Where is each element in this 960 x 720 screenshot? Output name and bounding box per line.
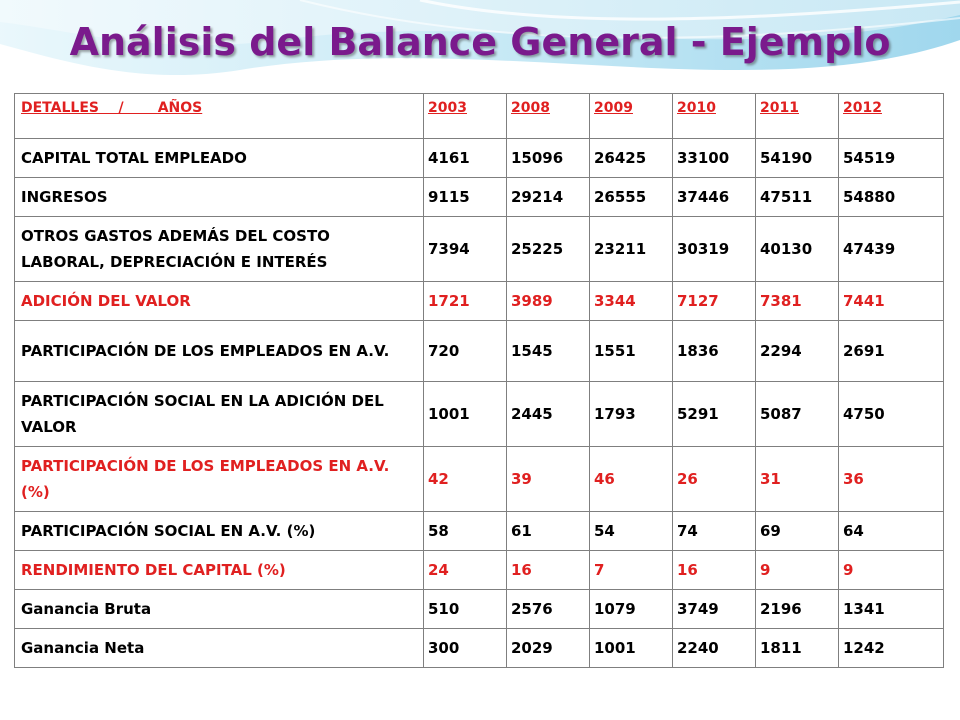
row-value: 30319 bbox=[673, 217, 756, 282]
table-row bbox=[15, 590, 944, 629]
row-value: 69 bbox=[756, 512, 839, 551]
row-value: 40130 bbox=[756, 217, 839, 282]
row-value: 3749 bbox=[673, 590, 756, 629]
row-value: 61 bbox=[507, 512, 590, 551]
table-row bbox=[15, 382, 944, 447]
row-value: 29214 bbox=[507, 178, 590, 217]
row-label: PARTICIPACIÓN DE LOS EMPLEADOS EN A.V. bbox=[15, 321, 424, 382]
row-value: 1811 bbox=[756, 629, 839, 668]
row-value: 7 bbox=[590, 551, 673, 590]
row-label: Ganancia Bruta bbox=[15, 590, 424, 629]
table-header-row bbox=[15, 94, 944, 139]
row-value: 3989 bbox=[507, 282, 590, 321]
row-value: 54190 bbox=[756, 139, 839, 178]
row-value: 7381 bbox=[756, 282, 839, 321]
row-value: 26555 bbox=[590, 178, 673, 217]
row-value: 2445 bbox=[507, 382, 590, 447]
row-label: PARTICIPACIÓN DE LOS EMPLEADOS EN A.V. (%) bbox=[15, 447, 424, 512]
row-label: CAPITAL TOTAL EMPLEADO bbox=[15, 139, 424, 178]
table-row bbox=[15, 282, 944, 321]
row-value: 23211 bbox=[590, 217, 673, 282]
row-value: 2576 bbox=[507, 590, 590, 629]
row-value: 16 bbox=[673, 551, 756, 590]
table-row bbox=[15, 512, 944, 551]
row-value: 7441 bbox=[839, 282, 944, 321]
row-value: 33100 bbox=[673, 139, 756, 178]
row-value: 2691 bbox=[839, 321, 944, 382]
header-year: 2012 bbox=[839, 94, 944, 139]
header-year: 2011 bbox=[756, 94, 839, 139]
header-year: 2003 bbox=[424, 94, 507, 139]
row-value: 58 bbox=[424, 512, 507, 551]
balance-table bbox=[14, 93, 944, 668]
row-value: 5291 bbox=[673, 382, 756, 447]
row-value: 2029 bbox=[507, 629, 590, 668]
table-row bbox=[15, 217, 944, 282]
row-value: 15096 bbox=[507, 139, 590, 178]
row-label: Ganancia Neta bbox=[15, 629, 424, 668]
row-value: 16 bbox=[507, 551, 590, 590]
header-label: DETALLES / AÑOS bbox=[15, 94, 424, 139]
row-label: ADICIÓN DEL VALOR bbox=[15, 282, 424, 321]
table-row bbox=[15, 178, 944, 217]
row-value: 2294 bbox=[756, 321, 839, 382]
row-value: 36 bbox=[839, 447, 944, 512]
table-row bbox=[15, 629, 944, 668]
header-year: 2009 bbox=[590, 94, 673, 139]
row-value: 74 bbox=[673, 512, 756, 551]
row-value: 24 bbox=[424, 551, 507, 590]
row-value: 47439 bbox=[839, 217, 944, 282]
row-value: 47511 bbox=[756, 178, 839, 217]
row-value: 26 bbox=[673, 447, 756, 512]
row-value: 54519 bbox=[839, 139, 944, 178]
balance-table-container bbox=[14, 93, 944, 668]
row-value: 5087 bbox=[756, 382, 839, 447]
row-value: 4750 bbox=[839, 382, 944, 447]
table-row bbox=[15, 551, 944, 590]
row-label: PARTICIPACIÓN SOCIAL EN LA ADICIÓN DEL VALOR bbox=[15, 382, 424, 447]
slide-title: Análisis del Balance General - Ejemplo bbox=[69, 20, 891, 64]
row-value: 7127 bbox=[673, 282, 756, 321]
row-value: 2196 bbox=[756, 590, 839, 629]
header-year: 2008 bbox=[507, 94, 590, 139]
row-label: INGRESOS bbox=[15, 178, 424, 217]
row-value: 510 bbox=[424, 590, 507, 629]
row-value: 1242 bbox=[839, 629, 944, 668]
table-row bbox=[15, 321, 944, 382]
header-year: 2010 bbox=[673, 94, 756, 139]
row-value: 300 bbox=[424, 629, 507, 668]
row-value: 26425 bbox=[590, 139, 673, 178]
row-label: RENDIMIENTO DEL CAPITAL (%) bbox=[15, 551, 424, 590]
row-label: PARTICIPACIÓN SOCIAL EN A.V. (%) bbox=[15, 512, 424, 551]
row-value: 25225 bbox=[507, 217, 590, 282]
table-row bbox=[15, 447, 944, 512]
row-value: 9115 bbox=[424, 178, 507, 217]
row-value: 1836 bbox=[673, 321, 756, 382]
row-value: 7394 bbox=[424, 217, 507, 282]
row-label: OTROS GASTOS ADEMÁS DEL COSTO LABORAL, DEPRECIACIÓN E INTERÉS bbox=[15, 217, 424, 282]
row-value: 1079 bbox=[590, 590, 673, 629]
row-value: 46 bbox=[590, 447, 673, 512]
row-value: 39 bbox=[507, 447, 590, 512]
row-value: 2240 bbox=[673, 629, 756, 668]
row-value: 1551 bbox=[590, 321, 673, 382]
row-value: 54 bbox=[590, 512, 673, 551]
row-value: 4161 bbox=[424, 139, 507, 178]
row-value: 9 bbox=[839, 551, 944, 590]
row-value: 1721 bbox=[424, 282, 507, 321]
row-value: 1001 bbox=[424, 382, 507, 447]
row-value: 42 bbox=[424, 447, 507, 512]
row-value: 64 bbox=[839, 512, 944, 551]
row-value: 54880 bbox=[839, 178, 944, 217]
row-value: 1001 bbox=[590, 629, 673, 668]
row-value: 37446 bbox=[673, 178, 756, 217]
row-value: 3344 bbox=[590, 282, 673, 321]
row-value: 1341 bbox=[839, 590, 944, 629]
row-value: 1793 bbox=[590, 382, 673, 447]
row-value: 1545 bbox=[507, 321, 590, 382]
row-value: 31 bbox=[756, 447, 839, 512]
table-row bbox=[15, 139, 944, 178]
row-value: 9 bbox=[756, 551, 839, 590]
row-value: 720 bbox=[424, 321, 507, 382]
